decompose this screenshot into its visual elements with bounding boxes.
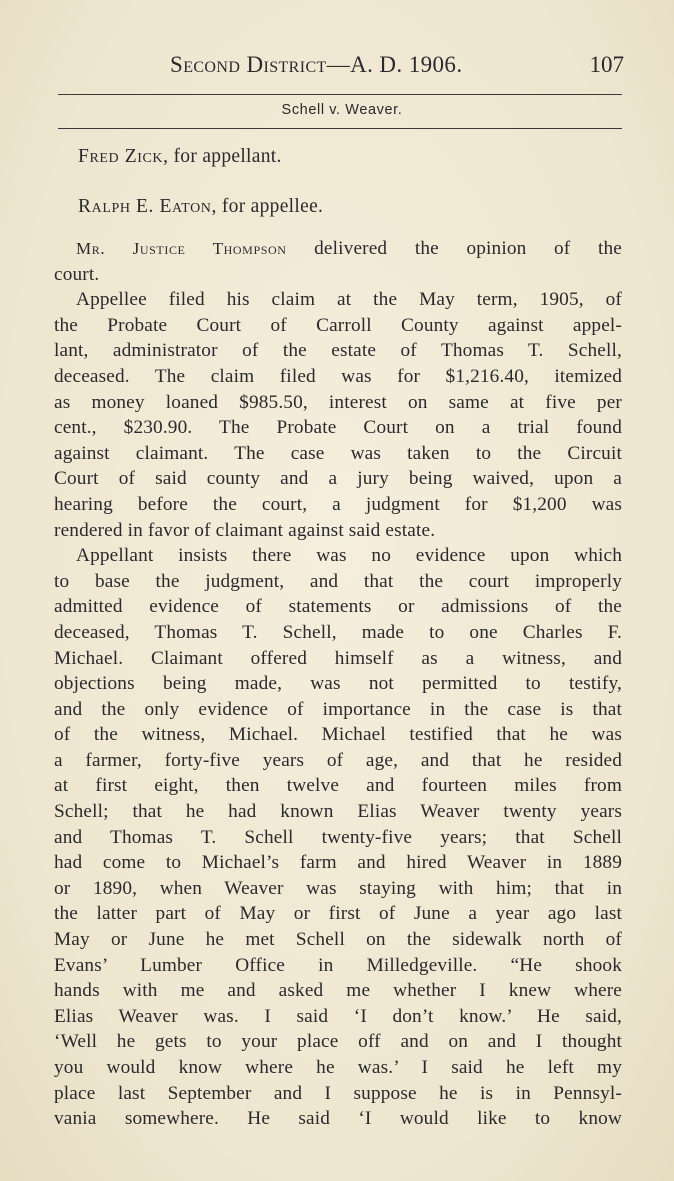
page-number: 107 [589, 52, 624, 77]
opinion-line: and the only evidence of importance in the case is that [54, 698, 622, 720]
opinion-line: against claimant. The case was taken to the Circuit [54, 442, 622, 464]
intro-text: delivered the opinion of the [286, 238, 622, 259]
opinion-line: May or June he met Schell on the sidewalk north of [54, 929, 622, 951]
opinion-line: lant, administrator of the estate of Thomas T. Schell, [54, 340, 622, 362]
opinion-line: Evans’ Lumber Office in Milledgeville. “He shook [54, 954, 622, 976]
counsel-appellant [78, 146, 282, 168]
running-head [0, 52, 674, 86]
judge-name: Mr. Justice Thompson [76, 239, 287, 258]
header-rule-bottom [58, 128, 622, 129]
opinion-line: vania somewhere. He said ‘I would like to know [54, 1108, 622, 1130]
opinion-line: Appellant insists there was no evidence upon which [76, 545, 622, 567]
case-name: Schell v. Weaver. [281, 102, 403, 118]
opinion-line: hands with me and asked me whether I knew where [54, 980, 622, 1002]
opinion-line: hearing before the court, a judgment for $1,200 was [54, 493, 622, 515]
opinion-line: as money loaned $985.50, interest on same at five per [54, 391, 622, 413]
opinion-line: at first eight, then twelve and fourteen miles from [54, 775, 622, 797]
header-rule-top [58, 94, 622, 95]
opinion-line: you would know where he was.’ I said he left my [54, 1057, 622, 1078]
opinion-line: had come to Michael’s farm and hired Weaver in 1889 [54, 852, 622, 874]
opinion-line: place last September and I suppose he is in Pennsyl- [54, 1082, 622, 1104]
opinion-line: deceased, Thomas T. Schell, made to one Charles F. [54, 621, 622, 643]
counsel-name: Fred Zick [78, 146, 164, 167]
opinion-line: Elias Weaver was. I said ‘I don’t know.’ He said, [54, 1005, 622, 1027]
opinion-line: Court of said county and a jury being waived, upon a [54, 468, 622, 490]
counsel-name: Ralph E. Eaton [78, 196, 212, 217]
opinion-line: to base the judgment, and that the court improperly [54, 570, 622, 592]
counsel-role: , for appellee. [211, 196, 324, 217]
opinion-line: admitted evidence of statements or admissions of the [54, 596, 622, 618]
counsel-appellee [78, 196, 323, 218]
opinion-line: a farmer, forty-five years of age, and that he resided [54, 749, 622, 771]
opinion-line: or 1890, when Weaver was staying with him; that in [54, 877, 622, 899]
opinion-line: deceased. The claim filed was for $1,216.40, itemized [54, 365, 622, 387]
counsel-role: , for appellant. [163, 146, 282, 167]
opinion-body [54, 236, 622, 1132]
opinion-line: Schell; that he had known Elias Weaver twenty years [54, 801, 622, 823]
opinion-line: court. [54, 263, 100, 285]
opinion-line: the Probate Court of Carroll County against appel- [54, 314, 622, 336]
opinion-line: Michael. Claimant offered himself as a witness, and [54, 647, 622, 669]
opinion-line: objections being made, was not permitted to testify, [54, 673, 622, 695]
running-title: Second District—A. D. 1906. [170, 52, 463, 77]
opinion-intro-line [54, 236, 622, 262]
opinion-line: of the witness, Michael. Michael testified that he was [54, 724, 622, 746]
opinion-line: rendered in favor of claimant against said estate. [54, 519, 436, 541]
opinion-line: cent., $230.90. The Probate Court on a trial found [54, 417, 622, 439]
opinion-line: and Thomas T. Schell twenty-five years; that Schell [54, 826, 622, 848]
opinion-line: the latter part of May or first of June a year ago last [54, 903, 622, 925]
opinion-line: Appellee filed his claim at the May term, 1905, of [76, 289, 622, 311]
opinion-line: ‘Well he gets to your place off and on and I thought [54, 1031, 622, 1053]
